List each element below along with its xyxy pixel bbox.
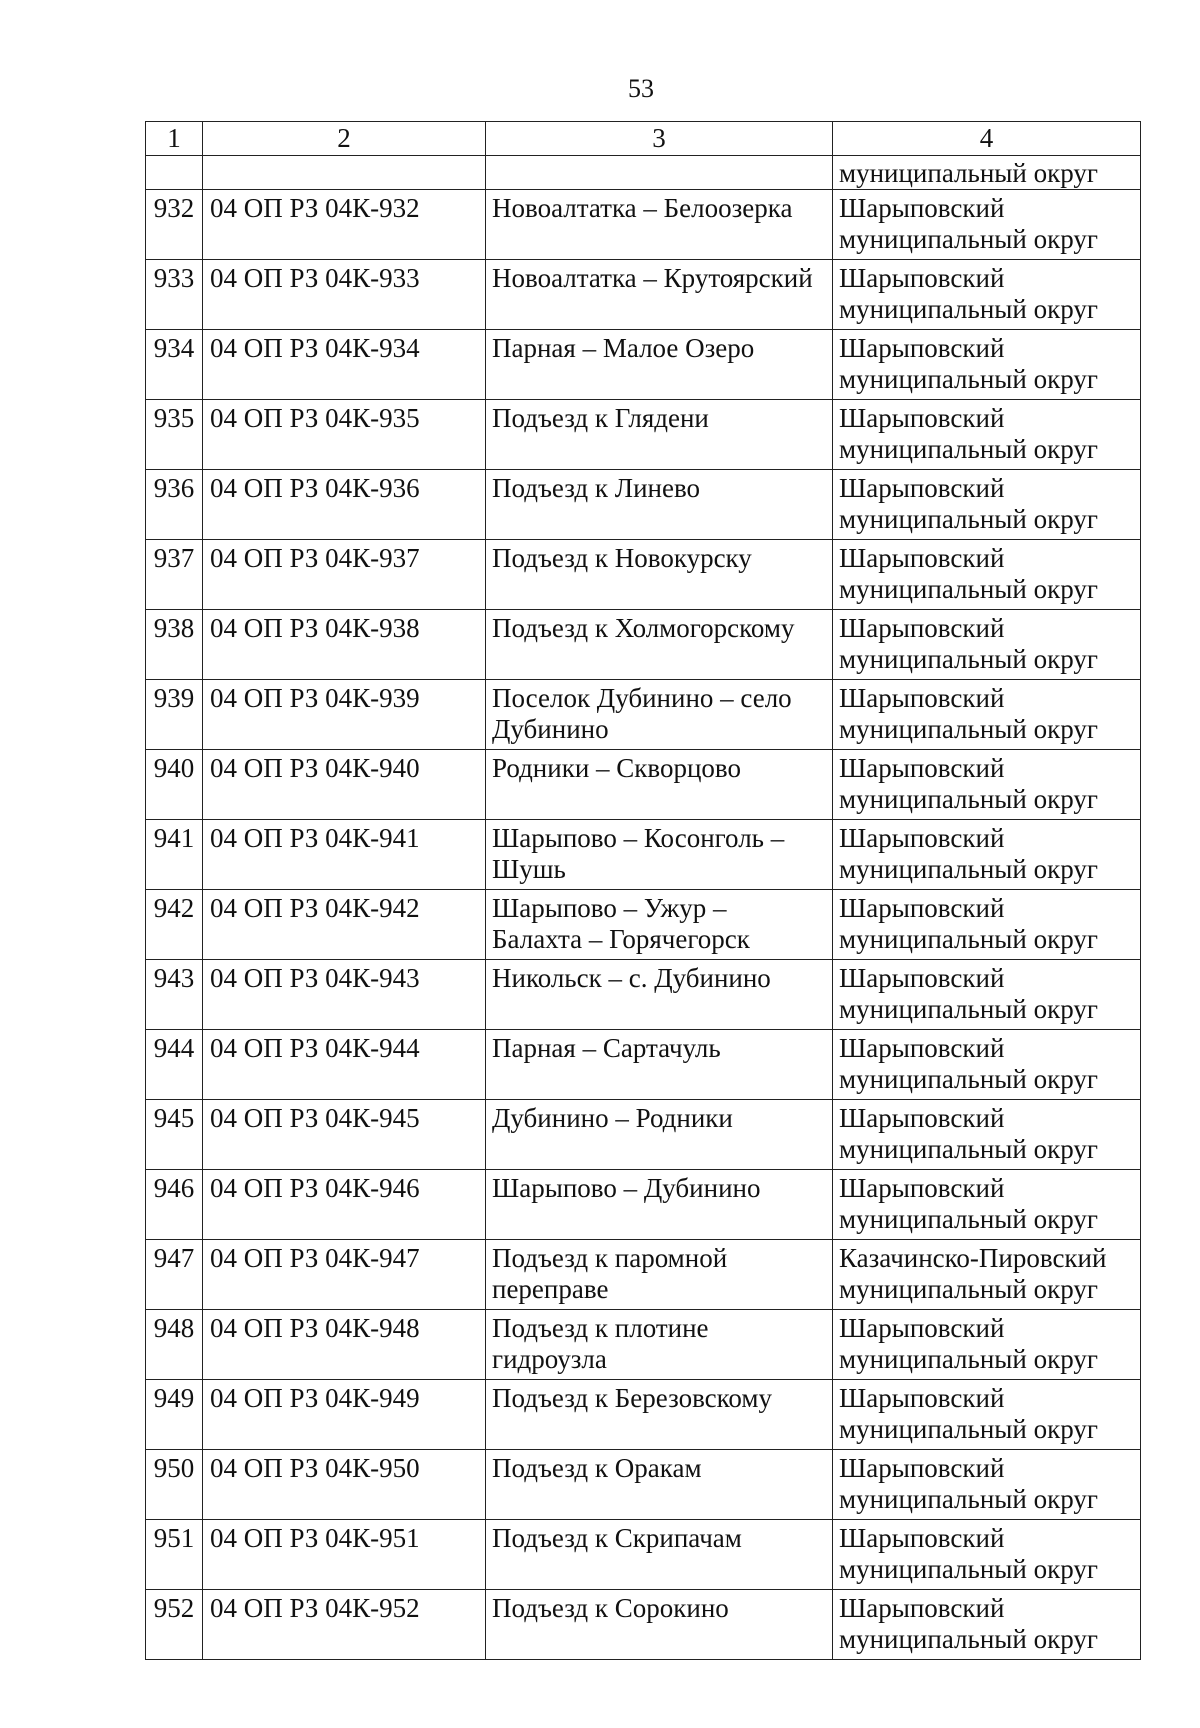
road-name-cell-line: Подъезд к Березовскому	[492, 1383, 772, 1413]
district-cell-line: муниципальный округ	[839, 924, 1098, 954]
road-code-cell: 04 ОП РЗ 04К-949	[203, 1380, 486, 1450]
district-cell-line: муниципальный округ	[839, 364, 1098, 394]
row-number-cell: 934	[146, 330, 203, 400]
road-name-cell	[486, 750, 833, 820]
road-code-cell: 04 ОП РЗ 04К-952	[203, 1590, 486, 1660]
table-row-continuation	[146, 156, 1141, 190]
road-name-cell-line: Поселок Дубинино – село	[492, 683, 792, 713]
row-number-cell: 940	[146, 750, 203, 820]
district-cell	[833, 610, 1141, 680]
district-cell-line: муниципальный округ	[839, 1274, 1098, 1304]
road-code-cell: 04 ОП РЗ 04К-943	[203, 960, 486, 1030]
district-cell	[833, 1310, 1141, 1380]
table-row	[146, 400, 1141, 470]
row-number-cell: 932	[146, 190, 203, 260]
road-name-cell	[486, 1520, 833, 1590]
road-code-cell: 04 ОП РЗ 04К-948	[203, 1310, 486, 1380]
road-name-cell	[486, 890, 833, 960]
district-cell-line: Шарыповский	[839, 543, 1005, 573]
table-row	[146, 1590, 1141, 1660]
road-code-cell: 04 ОП РЗ 04К-942	[203, 890, 486, 960]
district-cell-line: муниципальный округ	[839, 1414, 1098, 1444]
road-name-cell-line: Подъезд к Сорокино	[492, 1593, 729, 1623]
district-cell-line: муниципальный округ	[839, 854, 1098, 884]
road-name-cell-line: Парная – Малое Озеро	[492, 333, 755, 363]
header-cell-4: 4	[833, 122, 1141, 156]
district-cell	[833, 680, 1141, 750]
road-code-cell: 04 ОП РЗ 04К-941	[203, 820, 486, 890]
table-row	[146, 470, 1141, 540]
district-cell-line: муниципальный округ	[839, 434, 1098, 464]
page-number: 53	[628, 74, 654, 103]
district-cell	[833, 1520, 1141, 1590]
district-cell	[833, 540, 1141, 610]
district-cell-line: муниципальный округ	[839, 784, 1098, 814]
road-code-cell: 04 ОП РЗ 04К-946	[203, 1170, 486, 1240]
district-cell-line: Шарыповский	[839, 1593, 1005, 1623]
roads-table	[145, 121, 1141, 1660]
district-cell-line: Казачинско-Пировский	[839, 1243, 1107, 1273]
road-code-cell: 04 ОП РЗ 04К-933	[203, 260, 486, 330]
district-cell-line: Шарыповский	[839, 403, 1005, 433]
district-cell-line: Шарыповский	[839, 1173, 1005, 1203]
road-name-cell	[486, 400, 833, 470]
table-row	[146, 1100, 1141, 1170]
district-cell-line: муниципальный округ	[839, 714, 1098, 744]
district-cell-line: Шарыповский	[839, 613, 1005, 643]
district-cell-line: муниципальный округ	[839, 1624, 1098, 1654]
road-code-cell: 04 ОП РЗ 04К-945	[203, 1100, 486, 1170]
road-name-cell	[486, 1380, 833, 1450]
road-name-cell-line: Подъезд к Скрипачам	[492, 1523, 742, 1553]
row-number-cell: 942	[146, 890, 203, 960]
road-name-cell-line: Шарыпово – Косонголь –	[492, 823, 785, 853]
road-name-cell-line: переправе	[492, 1274, 609, 1304]
road-name-cell	[486, 1100, 833, 1170]
district-cell-line: муниципальный округ	[839, 994, 1098, 1024]
row-number-cell: 947	[146, 1240, 203, 1310]
district-cell-line: Шарыповский	[839, 193, 1005, 223]
road-code-cell	[203, 156, 486, 190]
road-code-cell: 04 ОП РЗ 04К-950	[203, 1450, 486, 1520]
district-cell	[833, 470, 1141, 540]
table-header-row	[146, 122, 1141, 156]
district-cell-line: Шарыповский	[839, 1523, 1005, 1553]
row-number-cell: 938	[146, 610, 203, 680]
row-number-cell: 950	[146, 1450, 203, 1520]
row-number-cell: 952	[146, 1590, 203, 1660]
row-number-cell: 941	[146, 820, 203, 890]
road-name-cell-line: Подъезд к Оракам	[492, 1453, 702, 1483]
road-name-cell	[486, 330, 833, 400]
district-cell-line: Шарыповский	[839, 1033, 1005, 1063]
district-cell-line: Шарыповский	[839, 753, 1005, 783]
district-cell-line: Шарыповский	[839, 893, 1005, 923]
district-cell-line: Шарыповский	[839, 1383, 1005, 1413]
district-cell-line: муниципальный округ	[839, 1484, 1098, 1514]
table-row	[146, 1310, 1141, 1380]
district-cell-line: муниципальный округ	[839, 294, 1098, 324]
district-cell-line: Шарыповский	[839, 473, 1005, 503]
district-cell	[833, 1240, 1141, 1310]
road-name-cell	[486, 1240, 833, 1310]
table-row	[146, 540, 1141, 610]
row-number-cell: 937	[146, 540, 203, 610]
district-cell	[833, 1590, 1141, 1660]
table-row	[146, 1450, 1141, 1520]
row-number-cell: 949	[146, 1380, 203, 1450]
district-cell-line: Шарыповский	[839, 1313, 1005, 1343]
header-cell-3: 3	[486, 122, 833, 156]
road-code-cell: 04 ОП РЗ 04К-939	[203, 680, 486, 750]
row-number-cell: 935	[146, 400, 203, 470]
road-name-cell-line: Подъезд к Холмогорскому	[492, 613, 795, 643]
table-row	[146, 960, 1141, 1030]
row-number-cell: 933	[146, 260, 203, 330]
row-number-cell: 948	[146, 1310, 203, 1380]
row-number-cell: 945	[146, 1100, 203, 1170]
road-name-cell-line: Никольск – с. Дубинино	[492, 963, 771, 993]
road-name-cell-line: Новоалтатка – Белоозерка	[492, 193, 793, 223]
road-name-cell-line: Подъезд к плотине	[492, 1313, 709, 1343]
district-cell	[833, 890, 1141, 960]
table-row	[146, 1240, 1141, 1310]
road-name-cell-line: Шушь	[492, 854, 566, 884]
district-cell-line: муниципальный округ	[839, 1554, 1098, 1584]
district-cell	[833, 960, 1141, 1030]
table-row	[146, 890, 1141, 960]
table-row	[146, 1030, 1141, 1100]
district-cell	[833, 1380, 1141, 1450]
district-cell-line: Шарыповский	[839, 333, 1005, 363]
district-cell-line: Шарыповский	[839, 1103, 1005, 1133]
road-name-cell-line: гидроузла	[492, 1344, 607, 1374]
district-cell	[833, 1450, 1141, 1520]
table-row	[146, 1170, 1141, 1240]
row-number-cell: 951	[146, 1520, 203, 1590]
district-cell-line: Шарыповский	[839, 263, 1005, 293]
table-row	[146, 680, 1141, 750]
table-row	[146, 330, 1141, 400]
row-number-cell: 936	[146, 470, 203, 540]
road-name-cell	[486, 820, 833, 890]
table-row	[146, 1520, 1141, 1590]
road-code-cell: 04 ОП РЗ 04К-937	[203, 540, 486, 610]
table-row	[146, 190, 1141, 260]
district-cell-line: муниципальный округ	[839, 1134, 1098, 1164]
road-name-cell-line: Парная – Сартачуль	[492, 1033, 721, 1063]
road-name-cell	[486, 156, 833, 190]
district-cell	[833, 1170, 1141, 1240]
district-cell-line: Шарыповский	[839, 963, 1005, 993]
road-name-cell	[486, 260, 833, 330]
road-name-cell	[486, 1170, 833, 1240]
district-cell	[833, 330, 1141, 400]
road-name-cell-line: Подъезд к паромной	[492, 1243, 728, 1273]
district-cell-line: Шарыповский	[839, 683, 1005, 713]
road-name-cell	[486, 1030, 833, 1100]
road-name-cell	[486, 1310, 833, 1380]
road-name-cell-line: Дубинино – Родники	[492, 1103, 733, 1133]
road-name-cell	[486, 1590, 833, 1660]
district-cell-line: муниципальный округ	[839, 574, 1098, 604]
district-cell	[833, 260, 1141, 330]
road-code-cell: 04 ОП РЗ 04К-940	[203, 750, 486, 820]
header-cell-2: 2	[203, 122, 486, 156]
table-row	[146, 820, 1141, 890]
road-name-cell	[486, 1450, 833, 1520]
road-name-cell	[486, 190, 833, 260]
table-row	[146, 1380, 1141, 1450]
road-name-cell-line: Шарыпово – Дубинино	[492, 1173, 761, 1203]
district-cell	[833, 820, 1141, 890]
district-cell-line: муниципальный округ	[839, 1344, 1098, 1374]
district-cell-line: муниципальный округ	[839, 224, 1098, 254]
district-cell-line: Шарыповский	[839, 823, 1005, 853]
district-cell-line: муниципальный округ	[839, 158, 1098, 188]
road-name-cell-line: Дубинино	[492, 714, 609, 744]
road-name-cell	[486, 960, 833, 1030]
road-name-cell-line: Балахта – Горячегорск	[492, 924, 750, 954]
district-cell-line: муниципальный округ	[839, 504, 1098, 534]
road-name-cell-line: Родники – Скворцово	[492, 753, 741, 783]
road-name-cell	[486, 680, 833, 750]
district-cell-line: Шарыповский	[839, 1453, 1005, 1483]
road-name-cell-line: Новоалтатка – Крутоярский	[492, 263, 813, 293]
district-cell	[833, 1100, 1141, 1170]
road-code-cell: 04 ОП РЗ 04К-936	[203, 470, 486, 540]
road-name-cell-line: Подъезд к Новокурску	[492, 543, 752, 573]
road-name-cell-line: Подъезд к Линево	[492, 473, 701, 503]
road-code-cell: 04 ОП РЗ 04К-944	[203, 1030, 486, 1100]
row-number-cell: 943	[146, 960, 203, 1030]
table-row	[146, 750, 1141, 820]
road-code-cell: 04 ОП РЗ 04К-938	[203, 610, 486, 680]
district-cell	[833, 156, 1141, 190]
row-number-cell	[146, 156, 203, 190]
road-name-cell	[486, 470, 833, 540]
road-code-cell: 04 ОП РЗ 04К-947	[203, 1240, 486, 1310]
road-code-cell: 04 ОП РЗ 04К-934	[203, 330, 486, 400]
road-name-cell	[486, 540, 833, 610]
district-cell	[833, 190, 1141, 260]
district-cell-line: муниципальный округ	[839, 644, 1098, 674]
row-number-cell: 939	[146, 680, 203, 750]
district-cell	[833, 750, 1141, 820]
district-cell	[833, 1030, 1141, 1100]
road-name-cell	[486, 610, 833, 680]
road-name-cell-line: Шарыпово – Ужур –	[492, 893, 727, 923]
district-cell-line: муниципальный округ	[839, 1064, 1098, 1094]
road-code-cell: 04 ОП РЗ 04К-932	[203, 190, 486, 260]
road-name-cell-line: Подъезд к Глядени	[492, 403, 709, 433]
row-number-cell: 946	[146, 1170, 203, 1240]
district-cell	[833, 400, 1141, 470]
road-code-cell: 04 ОП РЗ 04К-935	[203, 400, 486, 470]
header-cell-1: 1	[146, 122, 203, 156]
road-code-cell: 04 ОП РЗ 04К-951	[203, 1520, 486, 1590]
district-cell-line: муниципальный округ	[839, 1204, 1098, 1234]
table-row	[146, 610, 1141, 680]
table-row	[146, 260, 1141, 330]
row-number-cell: 944	[146, 1030, 203, 1100]
table-body	[146, 122, 1141, 1660]
